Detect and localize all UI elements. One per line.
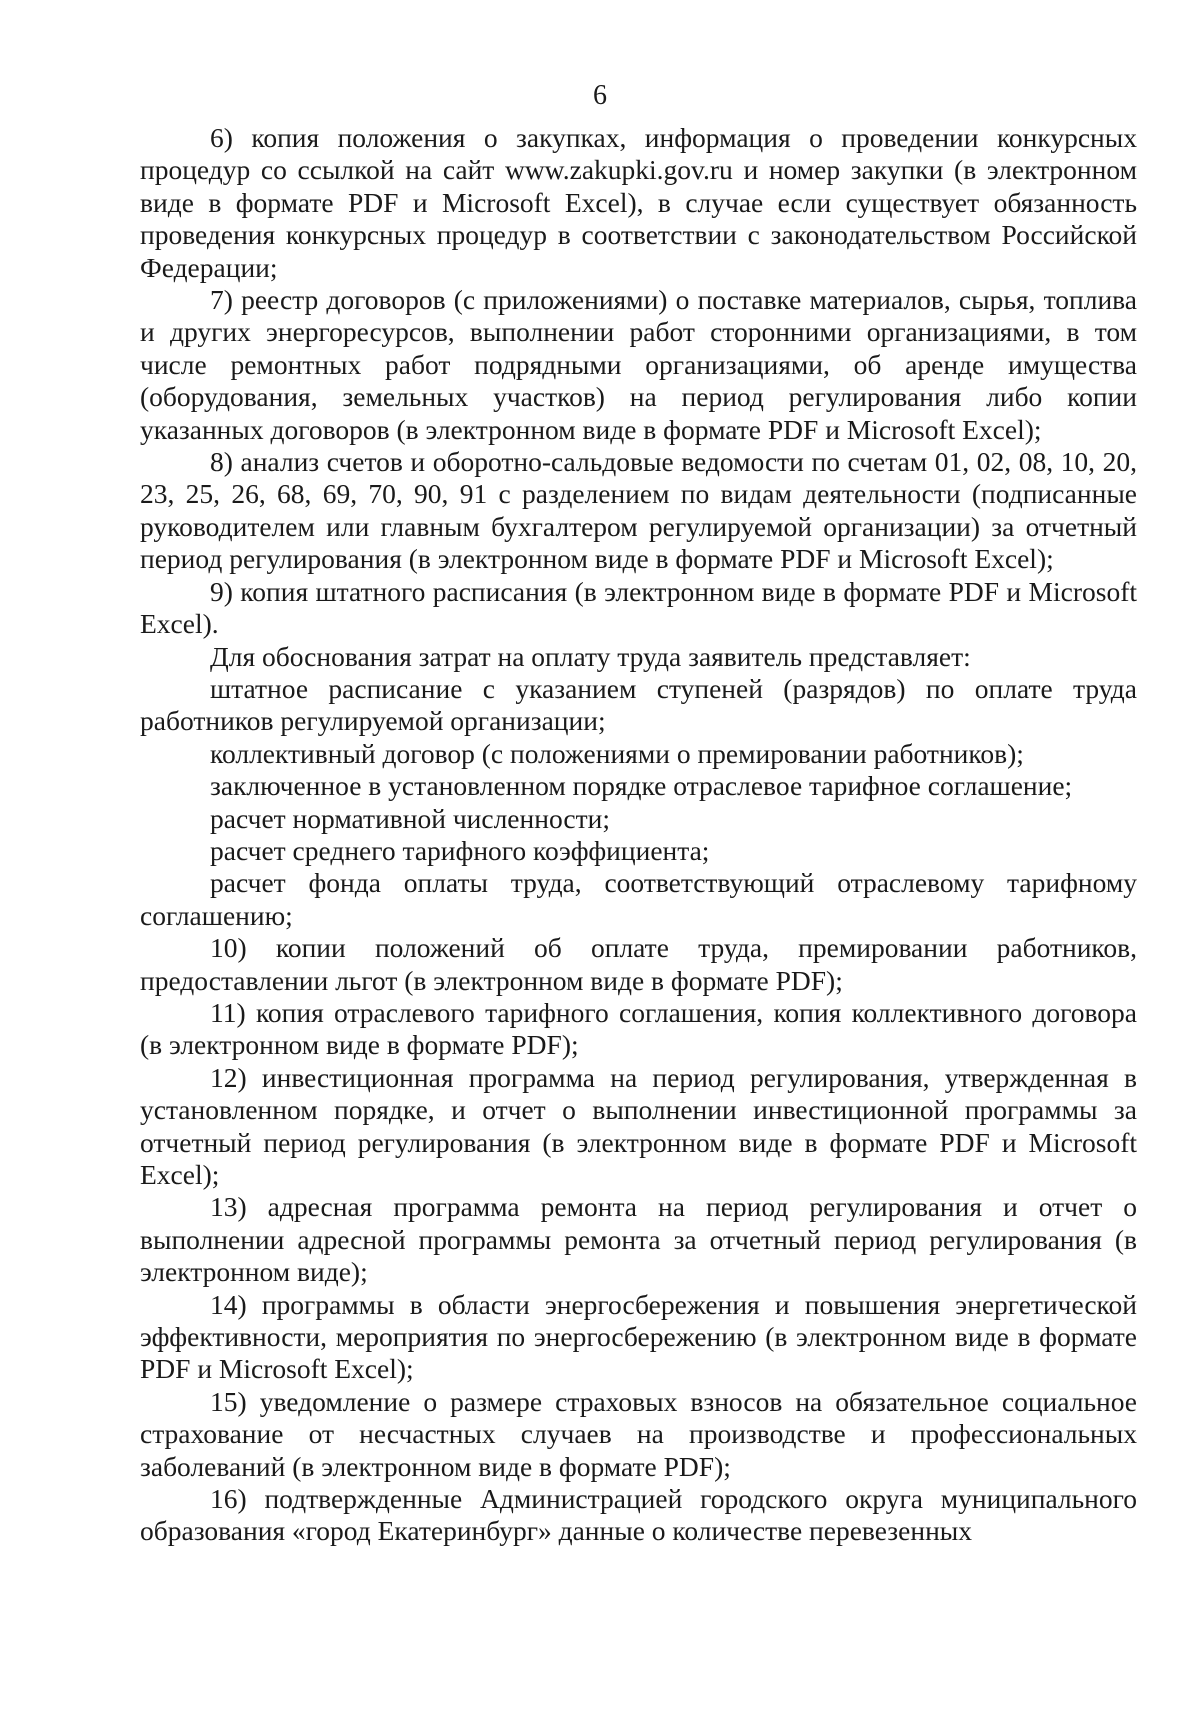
paragraph-wage-fund-calc: расчет фонда оплаты труда, соответствующий отраслевому тарифному соглашению; <box>140 867 1137 931</box>
page-number: 6 <box>593 80 607 111</box>
paragraph-item-15: 15) уведомление о размере страховых взносов на обязательное социальное страхование от несчастных случаев на производстве и профессиональных заболеваний (в электронном виде в формате PDF); <box>140 1385 1137 1482</box>
paragraph-item-16: 16) подтвержденные Администрацией городского округа муниципального образования «город Екатеринбург» данные о количестве перевезенных <box>140 1483 1137 1547</box>
document-body <box>140 122 1137 1548</box>
paragraph-item-8: 8) анализ счетов и оборотно-сальдовые ведомости по счетам 01, 02, 08, 10, 20, 23, 25, 26, 68, 69, 70, 90, 91 с разделением по видам деятельности (подписанные руководителем или главным бухгалтером регулируемой организации) за отчетный период регулирования (в электронном виде в формате PDF и Microsoft Excel); <box>140 446 1137 575</box>
paragraph-labor-costs-intro: Для обоснования затрат на оплату труда заявитель представляет: <box>210 640 971 672</box>
paragraph-tariff-agreement: заключенное в установленном порядке отраслевое тарифное соглашение; <box>210 770 1073 802</box>
paragraph-item-7: 7) реестр договоров (с приложениями) о поставке материалов, сырья, топлива и других энергоресурсов, выполнении работ сторонними организациями, в том числе ремонтных работ подрядными организациями, об аренде имущества (оборудования, земельных участков) на период регулирования либо копии указанных договоров (в электронном виде в формате PDF и Microsoft Excel); <box>140 284 1137 445</box>
paragraph-collective-agreement: коллективный договор (с положениями о премировании работников); <box>210 737 1024 769</box>
paragraph-item-12: 12) инвестиционная программа на период регулирования, утвержденная в установленном порядке, и отчет о выполнении инвестиционной программы за отчетный период регулирования (в электронном виде в формате PDF и Microsoft Excel); <box>140 1061 1137 1190</box>
paragraph-item-14: 14) программы в области энергосбережения и повышения энергетической эффективности, мероприятия по энергосбережению (в электронном виде в формате PDF и Microsoft Excel); <box>140 1288 1137 1385</box>
paragraph-item-10: 10) копии положений об оплате труда, премировании работников, предоставлении льгот (в электронном виде в формате PDF); <box>140 932 1137 996</box>
paragraph-staff-schedule: штатное расписание с указанием ступеней (разрядов) по оплате труда работников регулируемой организации; <box>140 672 1137 737</box>
paragraph-item-13: 13) адресная программа ремонта на период регулирования и отчет о выполнении адресной программы ремонта за отчетный период регулирования (в электронном виде); <box>140 1191 1137 1288</box>
paragraph-item-11: 11) копия отраслевого тарифного соглашения, копия коллективного договора (в электронном виде в формате PDF); <box>140 996 1137 1061</box>
paragraph-tariff-coefficient-calc: расчет среднего тарифного коэффициента; <box>210 834 710 866</box>
paragraph-item-9: 9) копия штатного расписания (в электронном виде в формате PDF и Microsoft Excel). <box>140 575 1137 640</box>
paragraph-item-6: 6) копия положения о закупках, информация о проведении конкурсных процедур со ссылкой на сайт www.zakupki.gov.ru и номер закупки (в электронном виде в формате PDF и Microsoft Excel), в случае если существует обязанность проведения конкурсных процедур в соответствии с законодательством Российской Федерации; <box>140 122 1137 283</box>
paragraph-headcount-calc: расчет нормативной численности; <box>210 802 610 834</box>
